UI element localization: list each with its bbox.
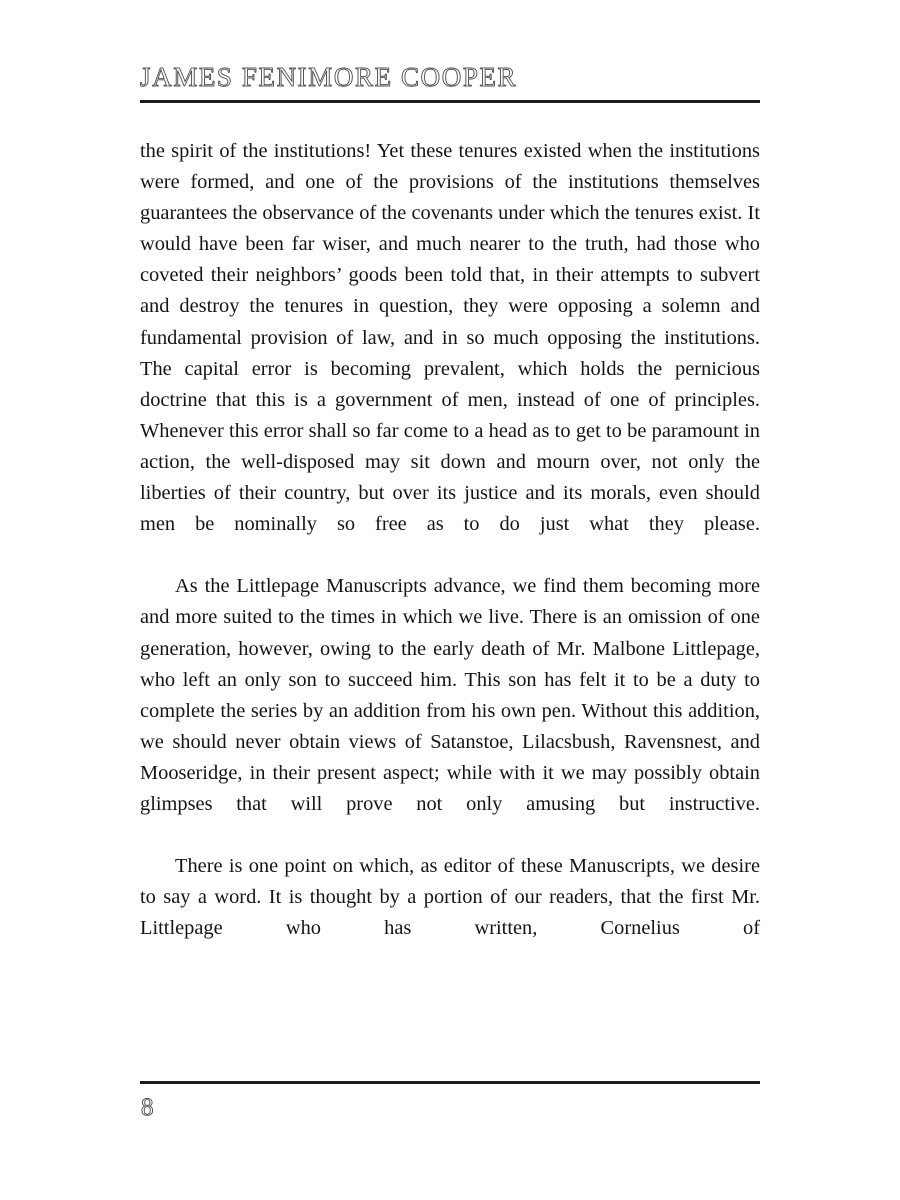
page-number: 8 bbox=[141, 1094, 154, 1121]
paragraph: As the Littlepage Manuscripts advance, we find them becoming more and more suited to the times in which we live. There is an omission of one generation, however, owing to the early death of Mr. Malbone Littlepage, who left an only son to succeed him. This son has felt it to be a duty to complete the series by an addition from his own pen. Without this addition, we should never obtain views of Satanstoe, Lilacsbush, Ravensnest, and Mooseridge, in their present aspect; while with it we may possibly obtain glimpses that will prove not only amusing but instructive. bbox=[140, 575, 760, 815]
header-rule bbox=[140, 100, 760, 103]
running-head bbox=[140, 62, 760, 92]
footer-rule bbox=[140, 1081, 760, 1084]
running-head-title: JAMES FENIMORE COOPER bbox=[140, 62, 518, 92]
paragraph-continued: the spirit of the institutions! Yet these tenures existed when the institutions were formed, and one of the provisions of the institutions themselves guarantees the observance of the covenants under which the tenures exist. It would have been far wiser, and much nearer to the truth, had those who coveted their neighbors’ goods been told that, in their attempts to subvert and destroy the tenures in question, they were opposing a solemn and fundamental provision of law, and in so much opposing the institutions. The capital error is becoming prevalent, which holds the pernicious doctrine that this is a government of men, instead of one of principles. Whenever this error shall so far come to a head as to get to be paramount in action, the well-disposed may sit down and mourn over, not only the liberties of their country, but over its justice and its morals, even should men be nominally so free as to do just what they please. bbox=[140, 140, 760, 536]
paragraph: There is one point on which, as editor of these Manuscripts, we desire to say a word. It is thought by a portion of our readers, that the first Mr. Littlepage who has written, Cornelius of bbox=[140, 855, 760, 940]
body-text bbox=[140, 136, 760, 976]
